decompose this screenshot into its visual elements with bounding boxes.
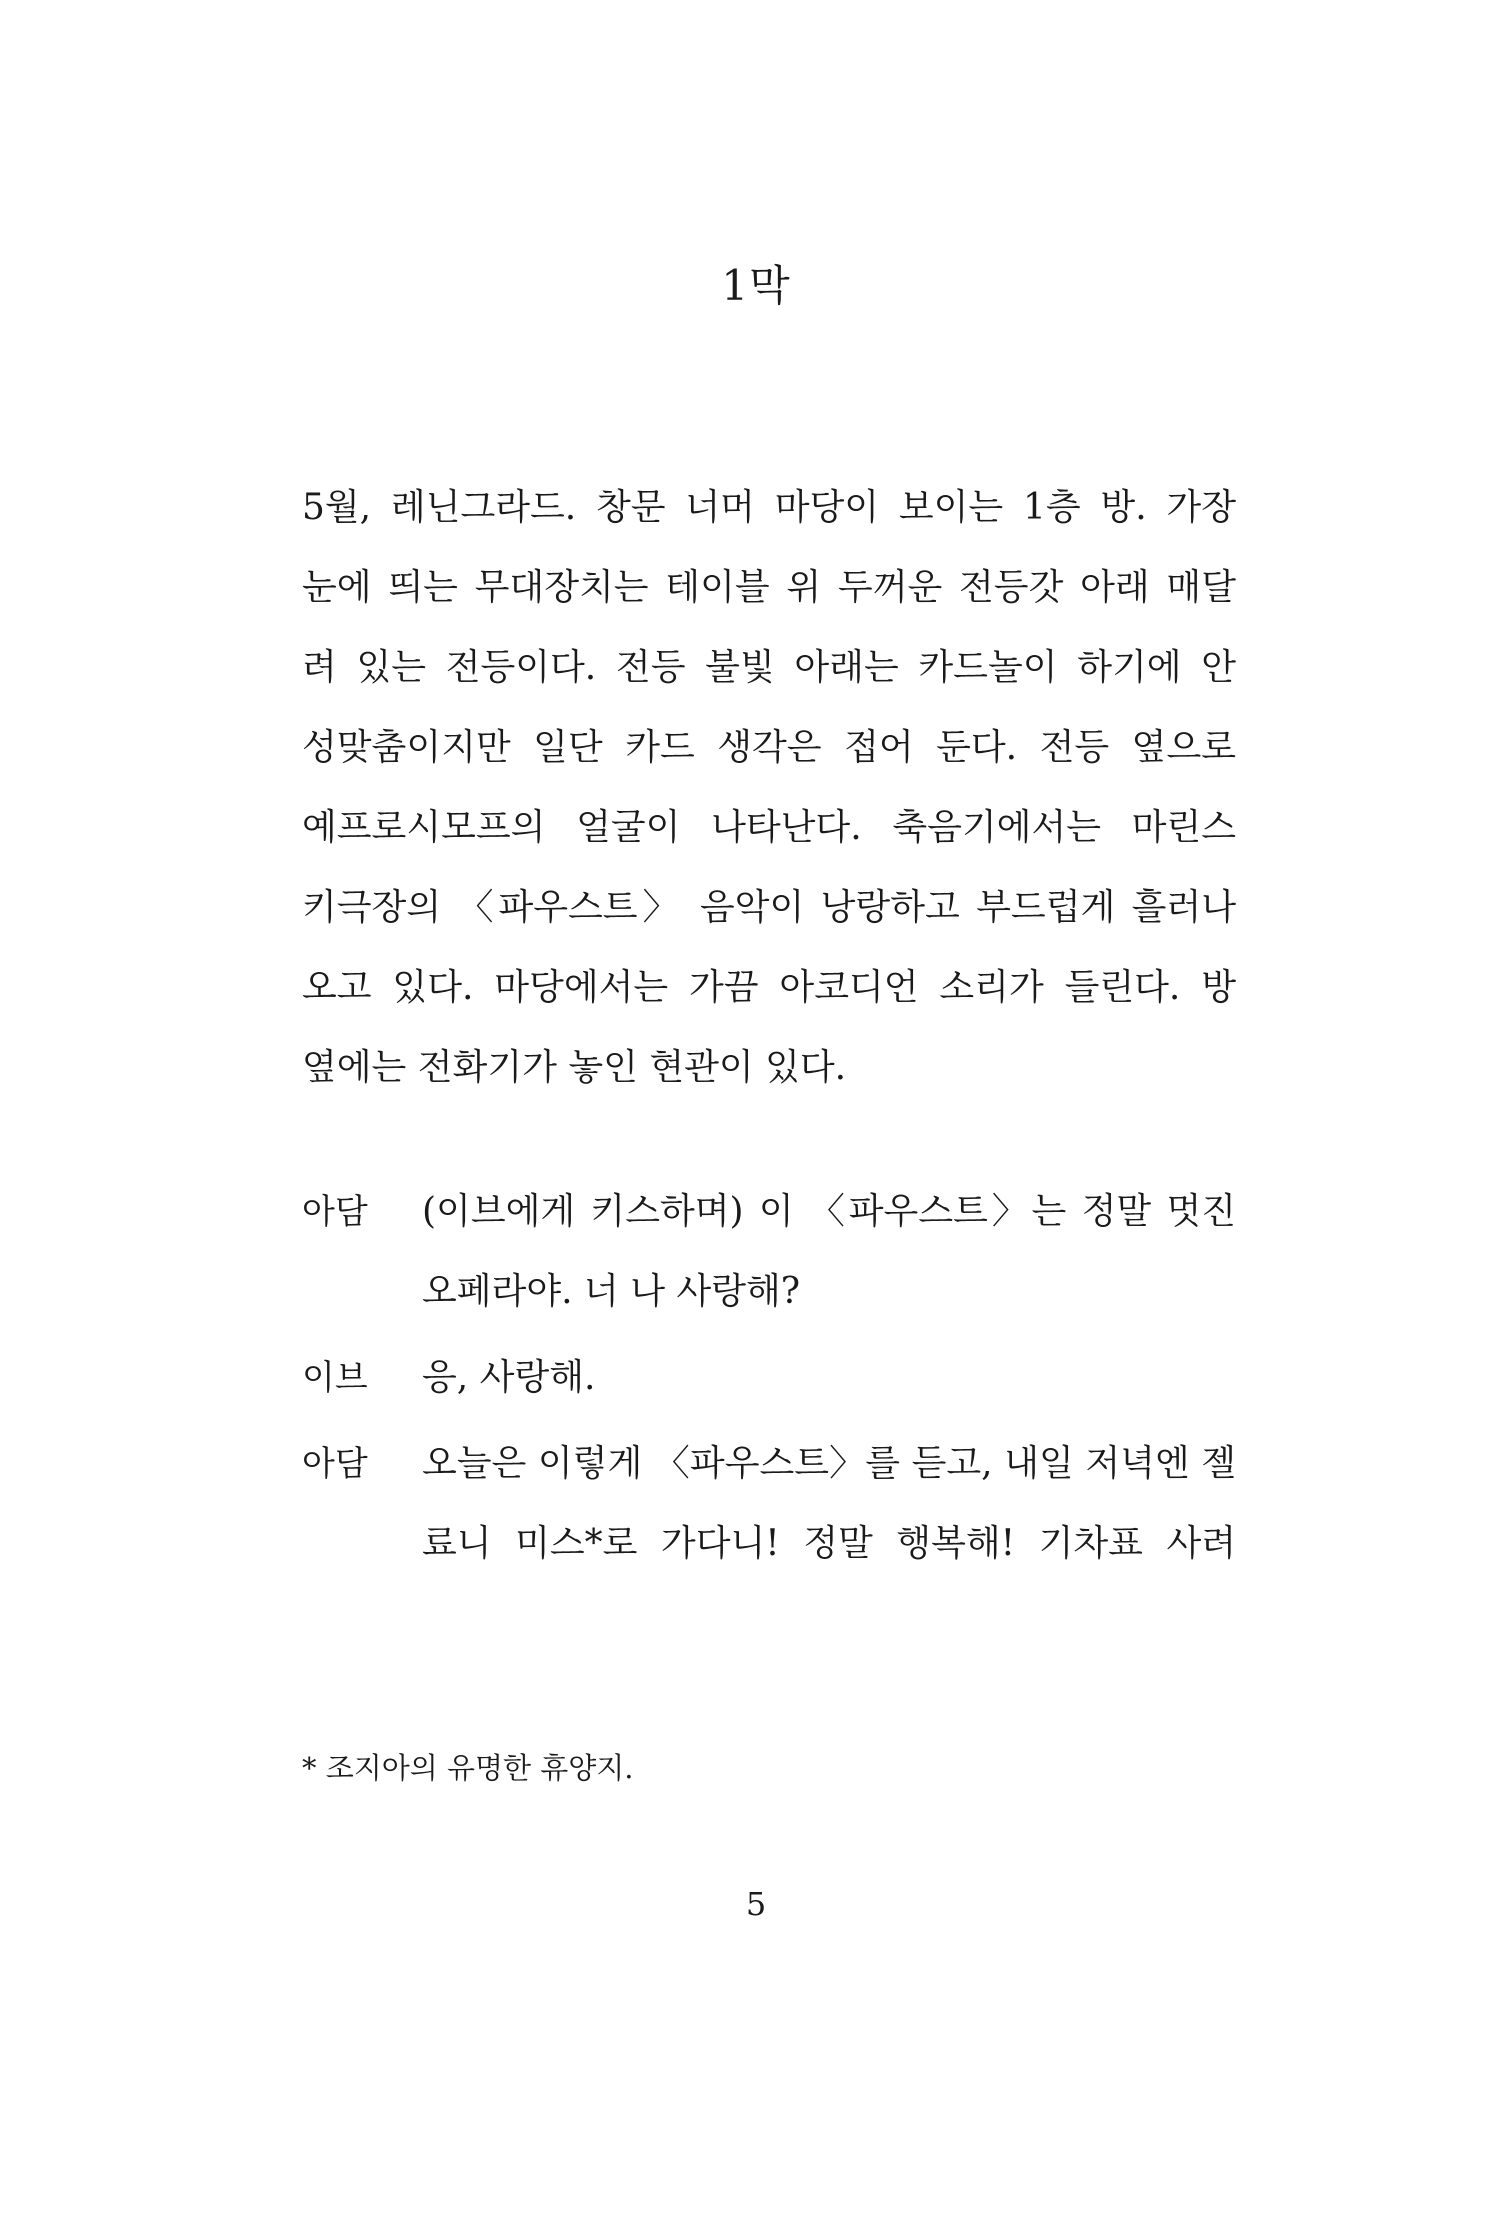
dialogue-entry: [302, 1338, 1236, 1418]
stage-direction-line: 성맞춤이지만 일단 카드 생각은 접어 둔다. 전등 옆으로: [302, 727, 1236, 768]
stage-direction-line: 키극장의 〈파우스트〉 음악이 낭랑하고 부드럽게 흘러나: [302, 887, 1236, 928]
stage-direction-line: 예프로시모프의 얼굴이 나타난다. 축음기에서는 마린스: [302, 807, 1236, 848]
speech-line: 료니 미스*로 가다니! 정말 행복해! 기차표 사려: [422, 1523, 1236, 1564]
page-number: 5: [745, 1885, 767, 1923]
stage-direction-line: 오고 있다. 마당에서는 가끔 아코디언 소리가 들린다. 방: [302, 967, 1236, 1008]
speech: [422, 1172, 1236, 1332]
speaker-name: 이브: [302, 1358, 368, 1398]
stage-direction: [302, 468, 1236, 1108]
dialogue-entry: [302, 1172, 1236, 1332]
speech-line: 오늘은 이렇게 〈파우스트〉를 듣고, 내일 저녁엔 젤: [422, 1443, 1236, 1484]
act-title: 1막: [721, 261, 791, 310]
speech-line: (이브에게 키스하며) 이 〈파우스트〉는 정말 멋진: [422, 1191, 1236, 1232]
speech-line: 오페라야. 너 나 사랑해?: [422, 1271, 801, 1312]
stage-direction-line: 눈에 띄는 무대장치는 테이블 위 두꺼운 전등갓 아래 매달: [302, 567, 1236, 608]
dialogue-entry: [302, 1424, 1236, 1584]
speaker-name: 아담: [302, 1192, 368, 1232]
stage-direction-line: 5월, 레닌그라드. 창문 너머 마당이 보이는 1층 방. 가장: [302, 487, 1236, 528]
stage-direction-line: 옆에는 전화기가 놓인 현관이 있다.: [302, 1047, 847, 1088]
speech: [422, 1424, 1236, 1584]
speaker-name: 아담: [302, 1444, 368, 1484]
stage-direction-line: 려 있는 전등이다. 전등 불빛 아래는 카드놀이 하기에 안: [302, 647, 1236, 688]
dialogue: [302, 1172, 1236, 1590]
speech-line: 응, 사랑해.: [422, 1357, 596, 1398]
speech: [422, 1338, 1236, 1418]
footnote: * 조지아의 유명한 휴양지.: [302, 1751, 634, 1785]
